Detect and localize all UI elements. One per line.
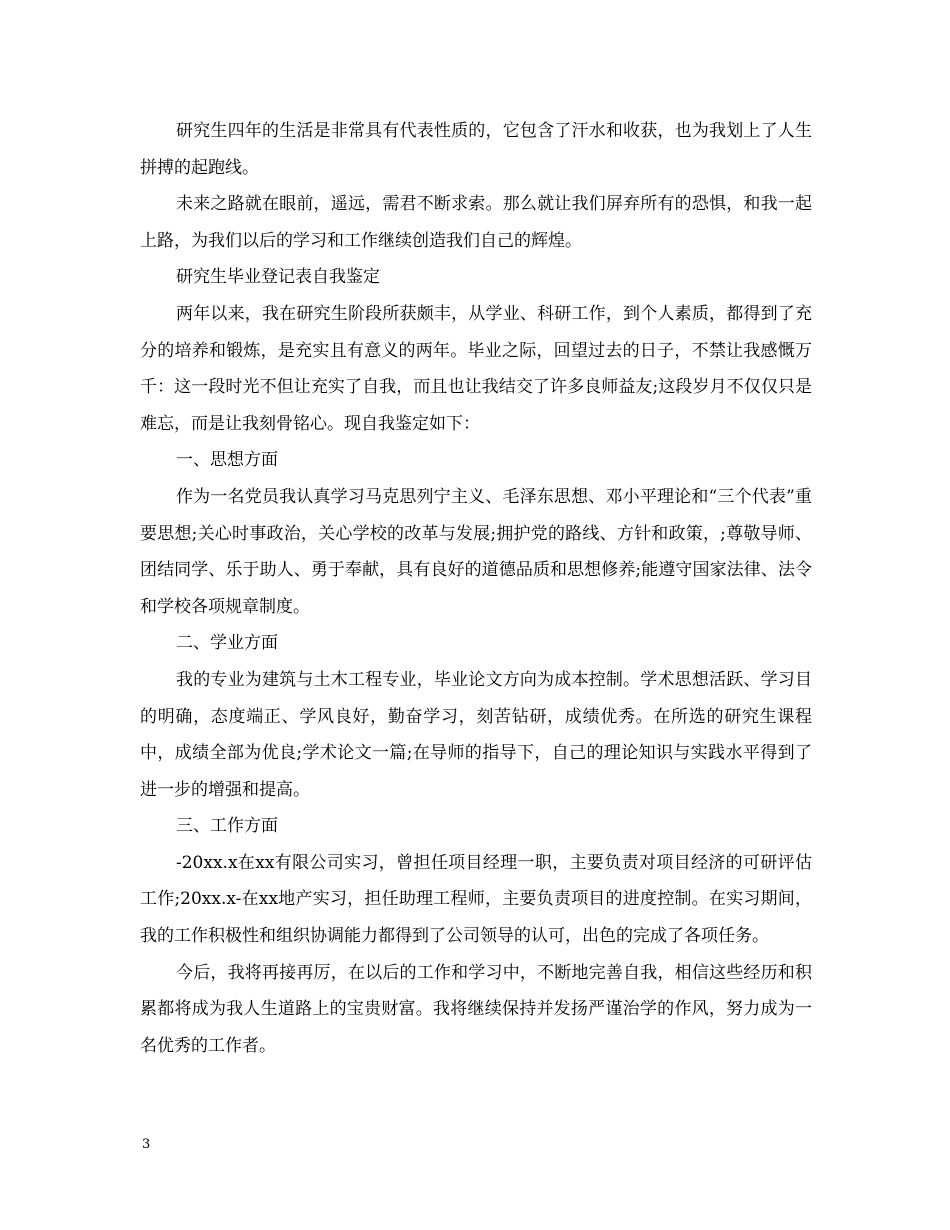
page-number: 3	[142, 1137, 151, 1152]
document-body	[140, 113, 812, 1064]
paragraph-ideology: 作为一名党员我认真学习马克思列宁主义、毛泽东思想、邓小平理论和“三个代表”重要思想;关心时事政治，关心学校的改革与发展;拥护党的路线、方针和政策，;尊敬导师、团结同学、乐于助人、勇于奉献，具有良好的道德品质和思想修养;能遵守国家法律、法令和学校各项规章制度。	[140, 486, 812, 617]
paragraph-graduate-life: 研究生四年的生活是非常具有代表性质的，它包含了汗水和收获，也为我划上了人生拼搏的起跑线。	[140, 121, 812, 178]
paragraph-academics: 我的专业为建筑与土木工程专业，毕业论文方向为成本控制。学术思想活跃、学习目的明确，态度端正、学风良好，勤奋学习，刻苦钻研，成绩优秀。在所选的研究生课程中，成绩全部为优良;学术论文一篇;在导师的指导下，自己的理论知识与实践水平得到了进一步的增强和提高。	[140, 669, 812, 800]
heading-ideology: 一、思想方面	[176, 450, 278, 471]
heading-academics: 二、学业方面	[176, 633, 278, 654]
paragraph-two-years: 两年以来，我在研究生阶段所获颇丰，从学业、科研工作，到个人素质，都得到了充分的培养和锻炼，是充实且有意义的两年。毕业之际，回望过去的日子，不禁让我感慨万千：这一段时光不但让充实了自我，而且也让我结交了许多良师益友;这段岁月不仅仅只是难忘，而是让我刻骨铭心。现自我鉴定如下：	[140, 303, 812, 434]
section-title-self-assessment: 研究生毕业登记表自我鉴定	[176, 267, 380, 288]
paragraph-work: -20xx.x在xx有限公司实习，曾担任项目经理一职，主要负责对项目经济的可研评估工作;20xx.x-在xx地产实习，担任助理工程师，主要负责项目的进度控制。在实习期间，我的工作积极性和组织协调能力都得到了公司领导的认可，出色的完成了各项任务。	[140, 852, 812, 947]
paragraph-future-road: 未来之路就在眼前，遥远，需君不断求索。那么就让我们屏弃所有的恐惧，和我一起上路，为我们以后的学习和工作继续创造我们自己的辉煌。	[140, 194, 812, 251]
heading-work: 三、工作方面	[176, 816, 278, 837]
paragraph-outlook: 今后，我将再接再厉，在以后的工作和学习中，不断地完善自我，相信这些经历和积累都将成为我人生道路上的宝贵财富。我将继续保持并发扬严谨治学的作风，努力成为一名优秀的工作者。	[140, 962, 812, 1056]
